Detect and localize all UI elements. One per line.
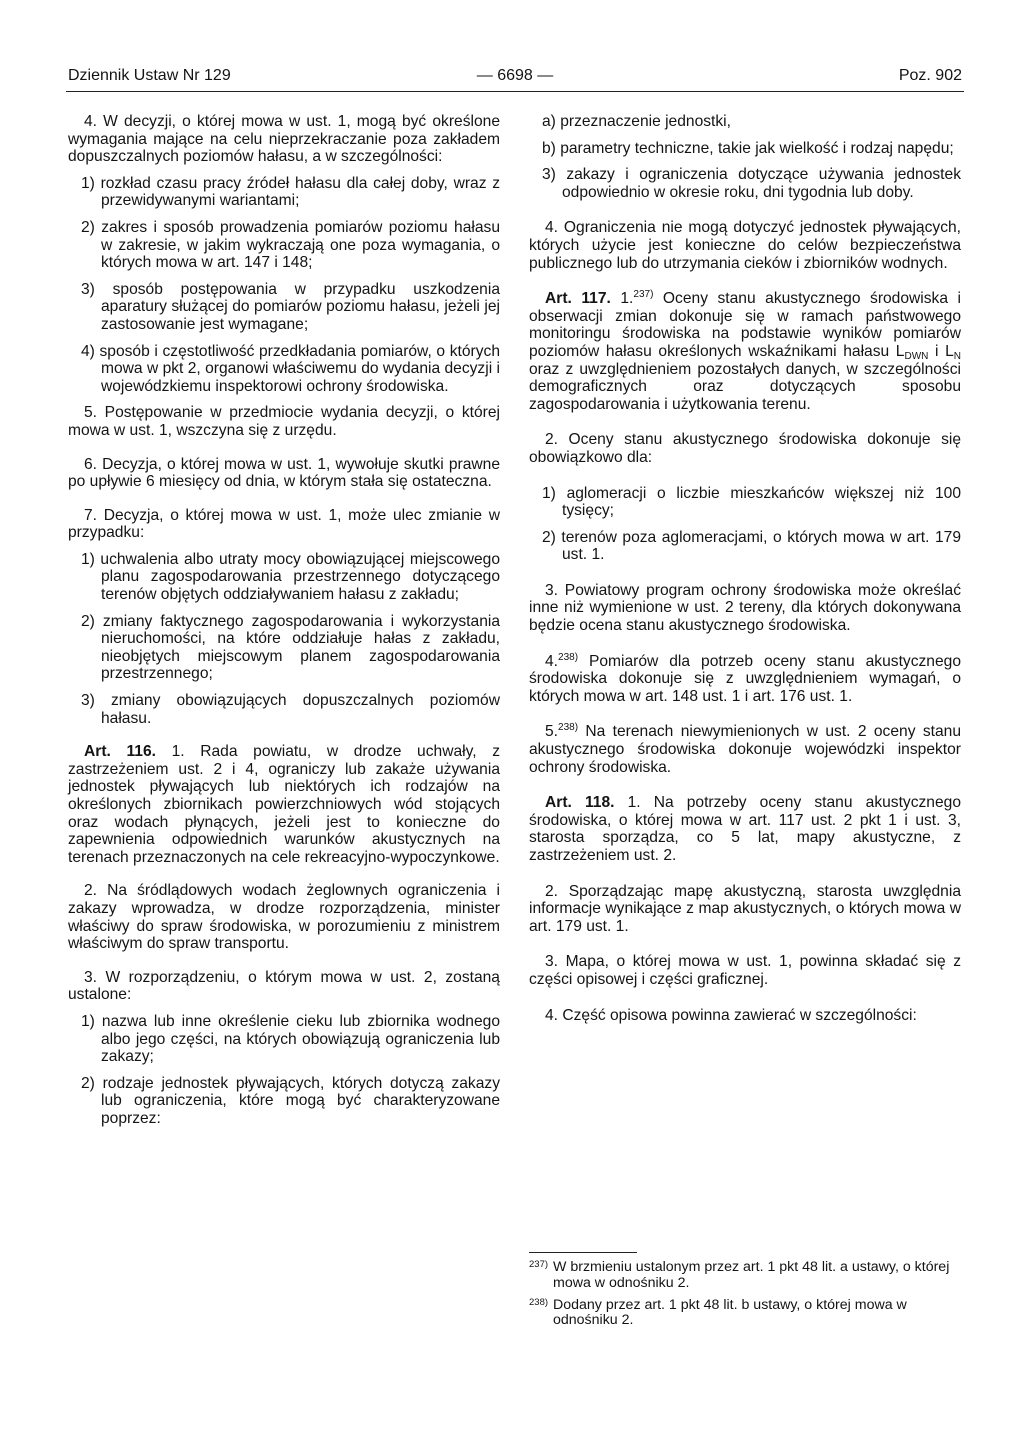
right-column	[529, 113, 961, 1024]
paragraph-number: 5.	[545, 723, 559, 741]
list-item: 2) rodzaje jednostek pływających, których dotyczą zakazy lub ograniczenia, które mogą być charakteryzowane poprzez:	[81, 1074, 500, 1127]
list-item: 4) sposób i częstotliwość przedkładania pomiarów, o których mowa w pkt 2, organowi właściwemu do wydania decyzji i wojewódzkiemu inspektorowi ochrony środowiska.	[81, 342, 500, 395]
list-item: 3) zmiany obowiązujących dopuszczalnych poziomów hałasu.	[81, 692, 500, 727]
article-text: 1. Rada powiatu, w drodze uchwały, z zastrzeżeniem ust. 2 i 4, ograniczy lub zakaże używania jednostek pływających lub niektórych ich rodzajów na określonych zbiornikach powierzchniowych wód stojących oraz wodach płynących, jeżeli jest to konieczne do zapewnienia odpowiednich warunków akustycznych na terenach przeznaczonych na cele rekreacyjno-wypoczynkowe.	[68, 743, 500, 866]
footnote	[529, 1298, 961, 1330]
index-subscript: N	[953, 350, 961, 362]
list-item: 1) uchwalenia albo utraty mocy obowiązującej miejscowego planu zagospodarowania przestrzennego dotyczącego terenów objętych oddziaływaniem hałasu z zakładu;	[81, 550, 500, 604]
footnote-mark: 238)	[529, 1296, 549, 1308]
page-header	[68, 66, 962, 88]
paragraph-6: 6. Decyzja, o której mowa w ust. 1, wywołuje skutki prawne po upływie 6 miesięcy od dnia, w którym stała się ostateczna.	[68, 455, 500, 491]
paragraph-2: 2. Na śródlądowych wodach żeglownych ograniczenia i zakazy wprowadza, w drodze rozporządzenia, minister właściwy do spraw środowiska, w porozumieniu z ministrem właściwym do spraw transportu.	[68, 882, 500, 953]
list-item: 2) zakres i sposób prowadzenia pomiarów poziomu hałasu w zakresie, w jakim wykraczają one poza wymagania, o których mowa w art. 147 i 148;	[81, 218, 500, 272]
list-item: 1) rozkład czasu pracy źródeł hałasu dla całej doby, wraz z przewidywanymi wariantami;	[81, 174, 500, 210]
paragraph-2: 2. Oceny stanu akustycznego środowiska dokonuje się obowiązkowo dla:	[529, 431, 961, 466]
paragraph-3: 3. Mapa, o której mowa w ust. 1, powinna składać się z części opisowej i części graficznej.	[529, 953, 961, 988]
paragraph-text: Pomiarów dla potrzeb oceny stanu akustycznego środowiska dokonuje się z uwzględnieniem wymagań, o których mowa w art. 148 ust. 1 i art. 176 ust. 1.	[529, 652, 961, 705]
index-subscript: DWN	[904, 350, 929, 362]
list-item: b) parametry techniczne, takie jak wielkość i rodzaj napędu;	[542, 139, 954, 157]
list-item: 1) aglomeracji o liczbie mieszkańców większej niż 100 tysięcy;	[542, 484, 961, 520]
article-text: 1. Na potrzeby oceny stanu akustycznego środowiska, o której mowa w art. 117 ust. 2 pkt 1 i ust. 3, starosta sporządza, co 5 lat, mapy akustyczne, z zastrzeżeniem ust. 2.	[529, 794, 961, 864]
list-item: 3) zakazy i ograniczenia dotyczące używania jednostek odpowiednio w okresie roku, dni tygodnia lub doby.	[542, 166, 961, 201]
paragraph-4b	[529, 653, 961, 706]
paragraph-text: Na terenach niewymienionych w ust. 2 oceny stanu akustycznego środowiska dokonuje wojewódzki inspektor ochrony środowiska.	[529, 723, 961, 776]
footnote-mark: 237)	[529, 1259, 549, 1270]
page-number: — 6698 —	[476, 67, 554, 84]
paragraph-5	[529, 723, 961, 776]
article-label: Art. 116.	[84, 743, 156, 761]
article-116	[68, 743, 500, 866]
footnote-text: Dodany przez art. 1 pkt 48 lit. b ustawy, o której mowa w odnośniku 2.	[553, 1296, 907, 1329]
list-item: 2) zmiany faktycznego zagospodarowania i wykorzystania nieruchomości, na które oddziałuje hałas z zakładu, nieobjętych miejscowym planem zagospodarowania przestrzennego;	[81, 612, 500, 683]
left-column	[68, 113, 500, 1128]
article-117	[529, 290, 961, 413]
footnote	[529, 1260, 961, 1292]
list-item: 1) nazwa lub inne określenie cieku lub zbiornika wodnego albo jego części, na których obowiązują ograniczenia lub zakazy;	[81, 1012, 500, 1066]
list-item: 3) sposób postępowania w przypadku uszkodzenia aparatury służącej do pomiarów poziomu hałasu, jeżeli jej zastosowanie jest wymagane;	[81, 280, 500, 333]
article-label: Art. 118.	[545, 794, 615, 812]
paragraph-4: 4. Ograniczenia nie mogą dotyczyć jednostek pływających, których użycie jest konieczne do celów bezpieczeństwa publicznego lub do utrzymania cieków i zbiorników wodnych.	[529, 219, 961, 272]
article-text: i L	[928, 342, 954, 360]
journal-title: Dziennik Ustaw Nr 129	[68, 67, 231, 84]
paragraph-4: 4. W decyzji, o której mowa w ust. 1, mogą być określone wymagania mające na celu nieprzekraczanie poza zakładem dopuszczalnych poziomów hałasu, a w szczególności:	[68, 113, 500, 166]
footnote-divider	[529, 1252, 637, 1253]
list-item: a) przeznaczenie jednostki,	[542, 113, 731, 130]
paragraph-2: 2. Sporządzając mapę akustyczną, starosta uwzględnia informacje wynikające z map akustycznych, o których mowa w art. 179 ust. 1.	[529, 882, 961, 935]
footnote-text: W brzmieniu ustalonym przez art. 1 pkt 48 lit. a ustawy, o której mowa w odnośniku 2.	[553, 1259, 950, 1291]
paragraph-7: 7. Decyzja, o której mowa w ust. 1, może ulec zmianie w przypadku:	[68, 506, 500, 542]
paragraph-3: 3. W rozporządzeniu, o którym mowa w ust. 2, zostaną ustalone:	[68, 968, 500, 1004]
position-number: Poz. 902	[898, 67, 962, 84]
article-text: Oceny stanu akustycznego środowiska i obserwacji zmian dokonuje się w ramach państwowego monitoringu środowiska na podstawie wyników pomiarów poziomów hałasu określonych wskaźnikami hałasu L	[529, 290, 961, 360]
list-item: 2) terenów poza aglomeracjami, o których mowa w art. 179 ust. 1.	[542, 528, 961, 564]
paragraph-number: 4.	[545, 652, 559, 670]
article-label: Art. 117.	[545, 290, 611, 308]
paragraph-3: 3. Powiatowy program ochrony środowiska może określać inne niż wymienione w ust. 2 tereny, dla których dokonywana będzie ocena stanu akustycznego środowiska.	[529, 581, 961, 635]
article-118	[529, 794, 961, 864]
footnotes	[529, 1260, 961, 1335]
article-text: oraz z uwzględnieniem pozostałych danych, w szczególności demograficznych oraz dotyczących sposobu zagospodarowania i użytkowania terenu.	[529, 360, 961, 413]
footnote-ref: 238)	[558, 651, 579, 663]
footnote-ref: 238)	[558, 722, 579, 734]
paragraph-4: 4. Część opisowa powinna zawierać w szczególności:	[545, 1006, 917, 1024]
article-paragraph-number: 1.	[610, 290, 634, 308]
header-divider	[66, 91, 964, 92]
footnote-ref: 237)	[633, 289, 654, 301]
paragraph-5: 5. Postępowanie w przedmiocie wydania decyzji, o której mowa w ust. 1, wszczyna się z urzędu.	[68, 404, 500, 439]
